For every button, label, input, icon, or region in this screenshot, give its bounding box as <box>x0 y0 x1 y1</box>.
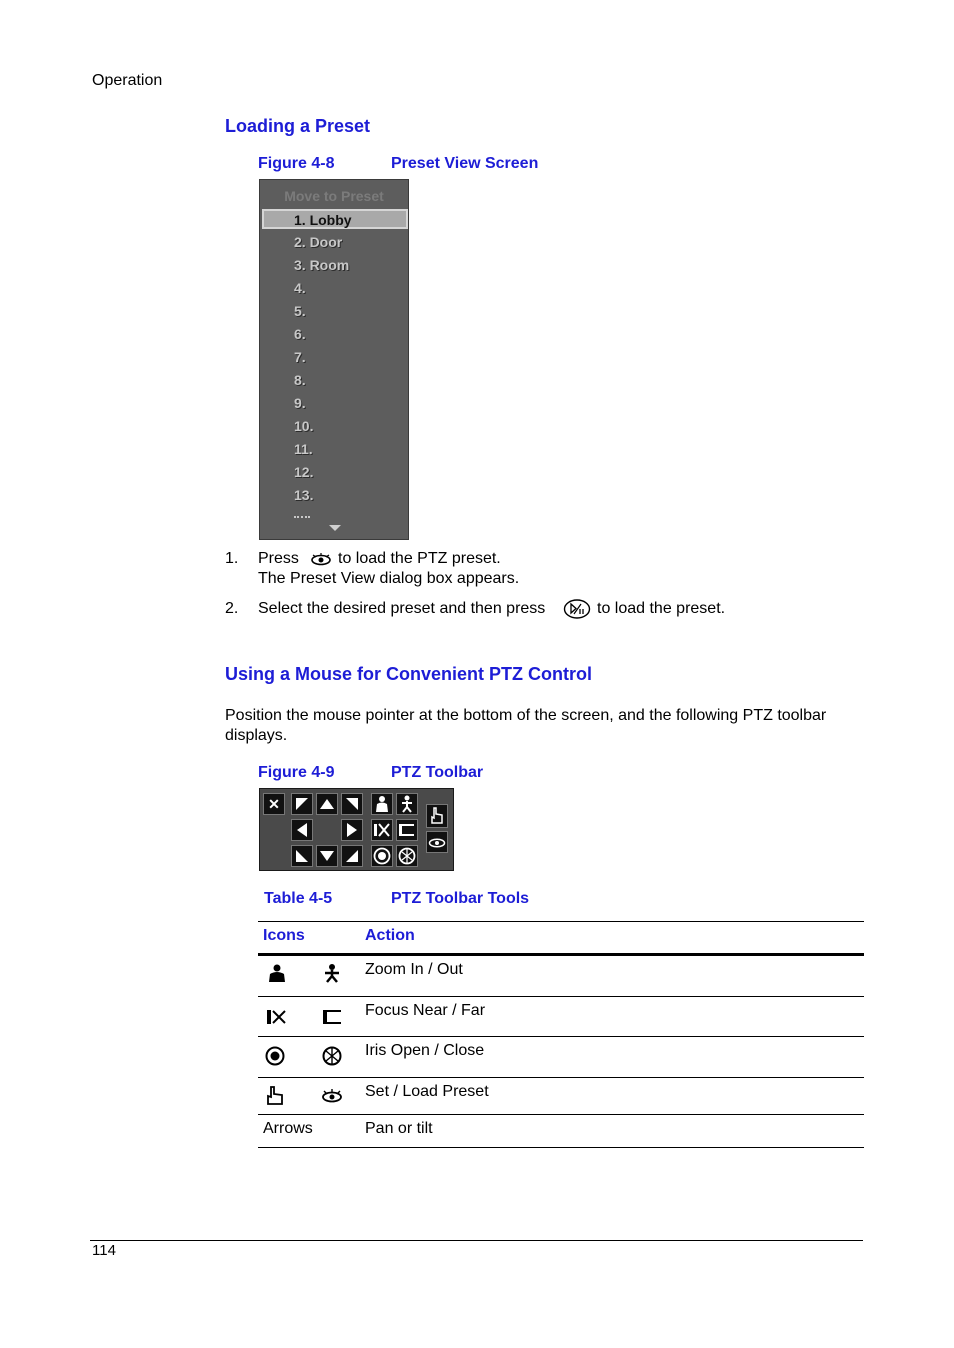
table-label: Table 4-5 <box>264 890 333 907</box>
table-row-rule <box>258 1036 864 1037</box>
table-row-rule <box>258 1114 864 1115</box>
table-cell-action: Set / Load Preset <box>365 1083 489 1100</box>
paragraph: Position the mouse pointer at the bottom of the screen, and the following PTZ toolbar displays. <box>225 707 827 744</box>
set-preset-icon[interactable] <box>426 804 448 828</box>
load-preset-icon[interactable] <box>426 831 448 853</box>
table-cell-icons: Arrows <box>263 1120 313 1137</box>
step-number: 2. <box>225 600 239 617</box>
table-header-rule <box>258 953 864 956</box>
preset-item[interactable]: 4. <box>294 280 306 296</box>
focus-far-icon[interactable] <box>396 819 418 841</box>
running-header: Operation <box>92 72 163 89</box>
preset-item[interactable]: 12. <box>294 464 314 480</box>
step-text: to load the PTZ preset. <box>338 550 501 567</box>
iris-open-icon <box>263 1046 287 1066</box>
preset-item[interactable]: 3. Room <box>294 257 350 273</box>
preset-view-dialog <box>259 179 409 540</box>
table-header-icons: Icons <box>263 927 305 944</box>
iris-close-icon[interactable] <box>396 845 418 867</box>
preset-item[interactable]: 7. <box>294 349 306 365</box>
focus-near-icon <box>265 1007 289 1027</box>
step-number: 1. <box>225 550 239 567</box>
iris-close-icon <box>320 1046 344 1066</box>
table-header-action: Action <box>365 927 415 944</box>
preset-item[interactable]: 5. <box>294 303 306 319</box>
page-number: 114 <box>92 1242 116 1259</box>
table-cell-action: Focus Near / Far <box>365 1002 486 1019</box>
section-title-mouse-ptz: Using a Mouse for Convenient PTZ Control <box>225 664 593 684</box>
zoom-out-icon[interactable] <box>396 793 418 815</box>
preset-item[interactable]: 8. <box>294 372 306 388</box>
table-bottom-rule <box>258 1147 864 1148</box>
preset-item[interactable]: 2. Door <box>294 234 343 250</box>
step-text: Select the desired preset and then press <box>258 600 546 617</box>
arrow-down-icon[interactable] <box>316 845 338 867</box>
arrow-up-right-icon[interactable] <box>341 793 363 815</box>
arrow-down-left-icon[interactable] <box>291 845 313 867</box>
close-icon[interactable]: ✕ <box>263 793 285 815</box>
table-cell-action: Iris Open / Close <box>365 1042 485 1059</box>
preset-item[interactable]: 10. <box>294 418 314 434</box>
figure-label: Figure 4-9 <box>258 764 335 781</box>
load-preset-icon <box>310 552 332 568</box>
set-preset-icon <box>264 1086 288 1106</box>
arrow-left-icon[interactable] <box>291 819 313 841</box>
step-text: to load the preset. <box>597 600 726 617</box>
focus-far-icon <box>320 1007 344 1027</box>
preset-dialog-title: Move to Preset <box>284 188 384 204</box>
step-text: The Preset View dialog box appears. <box>258 570 520 587</box>
figure-label: Figure 4-8 <box>258 155 335 172</box>
preset-item[interactable]: 13. <box>294 487 314 503</box>
load-preset-icon <box>320 1086 344 1106</box>
arrow-up-left-icon[interactable] <box>291 793 313 815</box>
zoom-out-icon <box>320 963 344 983</box>
arrow-down-right-icon[interactable] <box>341 845 363 867</box>
figure-title: PTZ Toolbar <box>391 764 484 781</box>
play-pause-button-icon <box>563 598 591 620</box>
table-title: PTZ Toolbar Tools <box>391 890 530 907</box>
preset-item-selected[interactable] <box>262 209 408 229</box>
table-top-rule <box>258 921 864 922</box>
zoom-in-icon[interactable] <box>371 793 393 815</box>
arrow-right-icon[interactable] <box>341 819 363 841</box>
table-row-rule <box>258 1077 864 1078</box>
zoom-in-icon <box>265 963 289 983</box>
figure-title: Preset View Screen <box>391 155 539 172</box>
preset-item[interactable]: 11. <box>294 441 313 457</box>
table-cell-action: Zoom In / Out <box>365 961 463 978</box>
preset-item[interactable]: 6. <box>294 326 306 342</box>
preset-item-label: 1. Lobby <box>294 212 352 228</box>
footer-rule <box>90 1240 863 1241</box>
section-title-loading-preset: Loading a Preset <box>225 116 371 136</box>
table-row-rule <box>258 996 864 997</box>
arrow-up-icon[interactable] <box>316 793 338 815</box>
ptz-toolbar <box>259 788 454 871</box>
preset-item-partial <box>294 516 310 521</box>
scroll-down-arrow-icon[interactable] <box>329 525 341 531</box>
iris-open-icon[interactable] <box>371 845 393 867</box>
step-text: Press <box>258 550 299 567</box>
table-cell-action: Pan or tilt <box>365 1120 433 1137</box>
preset-item[interactable]: 9. <box>294 395 306 411</box>
focus-near-icon[interactable] <box>371 819 393 841</box>
